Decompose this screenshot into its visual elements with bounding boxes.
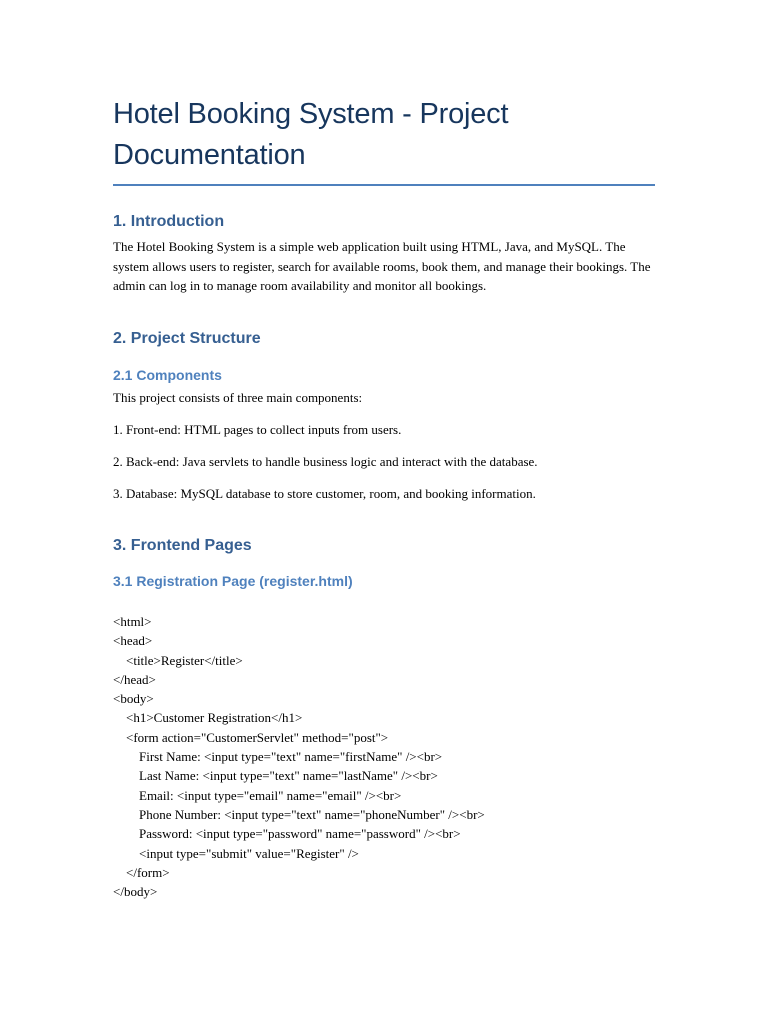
code-line: Phone Number: <input type="text" name="phoneNumber" /><br> — [113, 806, 485, 822]
heading-components: 2.1 Components — [113, 366, 222, 383]
code-line: <head> — [113, 633, 153, 649]
heading-frontend-pages: 3. Frontend Pages — [113, 537, 252, 554]
code-line: Password: <input type="password" name="password" /><br> — [113, 826, 461, 842]
code-line: <html> — [113, 614, 152, 629]
code-line: Last Name: <input type="text" name="lastName" /><br> — [113, 768, 438, 784]
code-line: <body> — [113, 691, 154, 707]
code-line: </head> — [113, 671, 156, 687]
components-lead-text: This project consists of three main components: — [113, 389, 363, 405]
heading-registration-page: 3.1 Registration Page (register.html) — [113, 573, 353, 589]
code-line: Email: <input type="email" name="email" /><br> — [113, 787, 402, 803]
heading-introduction: 1. Introduction — [113, 213, 225, 230]
title-underline — [113, 184, 655, 186]
code-line: <title>Register</title> — [113, 652, 243, 668]
code-line: First Name: <input type="text" name="firstName" /><br> — [113, 749, 443, 765]
code-block — [113, 612, 655, 901]
list-item-backend: 2. Back-end: Java servlets to handle business logic and interact with the database. — [113, 453, 538, 469]
list-item-database: 3. Database: MySQL database to store customer, room, and booking information. — [113, 485, 536, 501]
introduction-text: The Hotel Booking System is a simple web application built using HTML, Java, and MySQL. The system allows users to register, search for available rooms, book them, and manage their bookings. The admin can log in to manage room availability and monitor all bookings. — [113, 239, 651, 293]
document-title: Hotel Booking System - Project Documentation — [113, 98, 509, 171]
code-line: <form action="CustomerServlet" method="post"> — [113, 729, 389, 745]
code-line: </form> — [113, 864, 170, 880]
code-line: </body> — [113, 884, 158, 900]
list-item-frontend: 1. Front-end: HTML pages to collect inputs from users. — [113, 421, 402, 437]
code-line: <h1>Customer Registration</h1> — [113, 710, 303, 726]
document-page — [113, 94, 655, 901]
code-line: <input type="submit" value="Register" /> — [113, 845, 359, 861]
heading-project-structure: 2. Project Structure — [113, 329, 261, 347]
